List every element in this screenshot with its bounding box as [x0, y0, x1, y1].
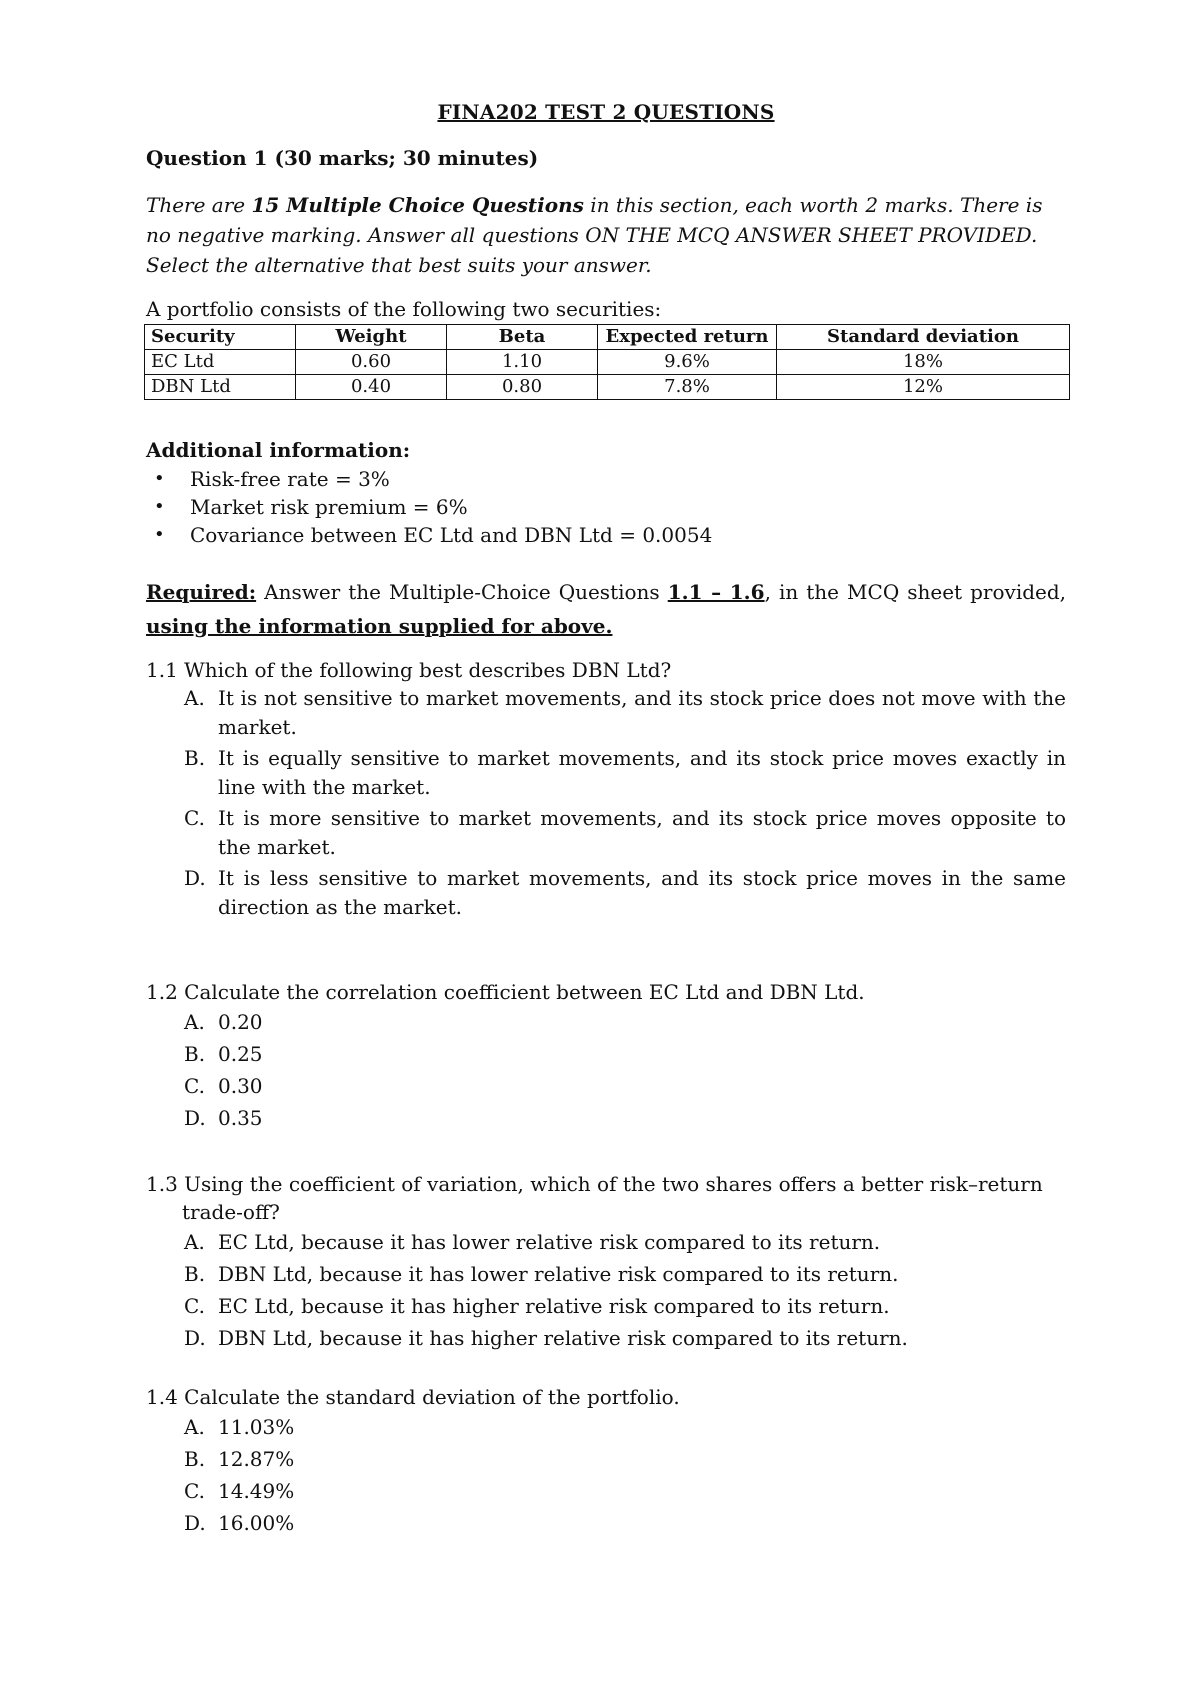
option-c: [146, 1290, 1066, 1322]
option-a: [146, 1411, 1066, 1443]
column-header-security: Security: [145, 325, 296, 350]
option-list: [146, 684, 1066, 922]
option-text: 11.03%: [218, 1415, 295, 1439]
required-text-1: Answer the Multiple-Choice Questions: [256, 580, 668, 604]
option-d: [146, 864, 1066, 922]
table-cell: 12%: [777, 375, 1070, 400]
additional-info-list: [146, 465, 712, 549]
question-1-4: [146, 1383, 1066, 1539]
option-a: [146, 1006, 1066, 1038]
securities-table: [144, 324, 1070, 400]
option-letter: D.: [184, 1106, 206, 1130]
question-1-3: [146, 1170, 1066, 1354]
instructions-part-2: in this section, each worth 2 marks. There is no negative marking. Answer all questions ON THE MCQ ANSWER SHEET PROVIDED. Select the alternative that best suits your answer.: [146, 193, 1043, 277]
option-b: [146, 1038, 1066, 1070]
option-text: It is less sensitive to market movements, and its stock price moves in the same direction as the market.: [218, 866, 1066, 919]
option-d: [146, 1322, 1066, 1354]
table-cell: 0.40: [296, 375, 447, 400]
option-letter: D.: [184, 866, 206, 890]
option-d: [146, 1102, 1066, 1134]
list-item: [146, 493, 712, 521]
table-cell: 9.6%: [598, 350, 777, 375]
option-letter: A.: [184, 686, 205, 710]
option-text: DBN Ltd, because it has higher relative risk compared to its return.: [218, 1326, 908, 1350]
option-text: 0.30: [218, 1074, 263, 1098]
option-text: EC Ltd, because it has lower relative risk compared to its return.: [218, 1230, 881, 1254]
option-letter: D.: [184, 1511, 206, 1535]
option-c: [146, 804, 1066, 862]
column-header-expected-return: Expected return: [598, 325, 777, 350]
option-c: [146, 1475, 1066, 1507]
table-caption: A portfolio consists of the following two securities:: [146, 297, 662, 321]
instructions-bold: 15 Multiple Choice Questions: [251, 193, 584, 217]
option-a: [146, 1226, 1066, 1258]
list-item-text: Market risk premium = 6%: [190, 495, 468, 519]
option-text: 0.35: [218, 1106, 263, 1130]
table-row: [145, 375, 1070, 400]
bullet-icon: •: [154, 524, 165, 545]
table-cell: 7.8%: [598, 375, 777, 400]
list-item: [146, 465, 712, 493]
option-list: [146, 1226, 1066, 1354]
option-text: It is not sensitive to market movements, and its stock price does not move with the market.: [218, 686, 1066, 739]
question-1-1: [146, 656, 1066, 924]
option-text: 0.25: [218, 1042, 263, 1066]
option-letter: B.: [184, 1447, 206, 1471]
question-text: 1.3 Using the coefficient of variation, which of the two shares offers a better risk–return trade-off?: [146, 1172, 1043, 1224]
option-letter: B.: [184, 1262, 206, 1286]
option-d: [146, 1507, 1066, 1539]
option-text: 14.49%: [218, 1479, 295, 1503]
option-letter: A.: [184, 1010, 205, 1034]
column-header-beta: Beta: [447, 325, 598, 350]
table-cell: EC Ltd: [145, 350, 296, 375]
option-text: 0.20: [218, 1010, 263, 1034]
option-letter: A.: [184, 1415, 205, 1439]
instructions: [146, 190, 1066, 280]
list-item-text: Risk-free rate = 3%: [190, 467, 390, 491]
option-letter: C.: [184, 1479, 205, 1503]
option-a: [146, 684, 1066, 742]
option-text: 16.00%: [218, 1511, 295, 1535]
question-text: 1.2 Calculate the correlation coefficient between EC Ltd and DBN Ltd.: [146, 980, 865, 1004]
option-text: 12.87%: [218, 1447, 295, 1471]
table-cell: DBN Ltd: [145, 375, 296, 400]
option-letter: C.: [184, 1074, 205, 1098]
table-cell: 0.80: [447, 375, 598, 400]
option-letter: B.: [184, 746, 206, 770]
column-header-standard-deviation: Standard deviation: [777, 325, 1070, 350]
option-list: [146, 1006, 1066, 1134]
question-text: 1.1 Which of the following best describes DBN Ltd?: [146, 658, 672, 682]
question-heading: Question 1 (30 marks; 30 minutes): [146, 146, 539, 170]
option-letter: D.: [184, 1326, 206, 1350]
option-text: DBN Ltd, because it has lower relative risk compared to its return.: [218, 1262, 899, 1286]
column-header-weight: Weight: [296, 325, 447, 350]
option-letter: C.: [184, 1294, 205, 1318]
option-letter: C.: [184, 806, 205, 830]
required-label: Required:: [146, 580, 257, 604]
page-title: FINA202 TEST 2 QUESTIONS: [437, 100, 775, 124]
option-list: [146, 1411, 1066, 1539]
required-underlined: using the information supplied for above.: [146, 614, 613, 638]
required-instruction: [146, 575, 1066, 643]
option-text: It is more sensitive to market movements, and its stock price moves opposite to the market.: [218, 806, 1066, 859]
option-b: [146, 1443, 1066, 1475]
table-cell: 0.60: [296, 350, 447, 375]
option-text: EC Ltd, because it has higher relative risk compared to its return.: [218, 1294, 890, 1318]
option-text: It is equally sensitive to market movements, and its stock price moves exactly in line with the market.: [218, 746, 1066, 799]
option-c: [146, 1070, 1066, 1102]
list-item: [146, 521, 712, 549]
option-letter: B.: [184, 1042, 206, 1066]
additional-info-title: Additional information:: [146, 438, 411, 462]
list-item-text: Covariance between EC Ltd and DBN Ltd = 0.0054: [190, 523, 713, 547]
table-cell: 1.10: [447, 350, 598, 375]
question-1-2: [146, 978, 1066, 1134]
bullet-icon: •: [154, 496, 165, 517]
option-letter: A.: [184, 1230, 205, 1254]
question-text: 1.4 Calculate the standard deviation of the portfolio.: [146, 1385, 680, 1409]
option-b: [146, 744, 1066, 802]
option-b: [146, 1258, 1066, 1290]
table-header-row: [145, 325, 1070, 350]
bullet-icon: •: [154, 468, 165, 489]
table-row: [145, 350, 1070, 375]
required-range: 1.1 – 1.6: [667, 580, 765, 604]
table-cell: 18%: [777, 350, 1070, 375]
required-text-2: , in the MCQ sheet provided,: [764, 580, 1067, 604]
instructions-part-1: There are: [146, 193, 252, 217]
